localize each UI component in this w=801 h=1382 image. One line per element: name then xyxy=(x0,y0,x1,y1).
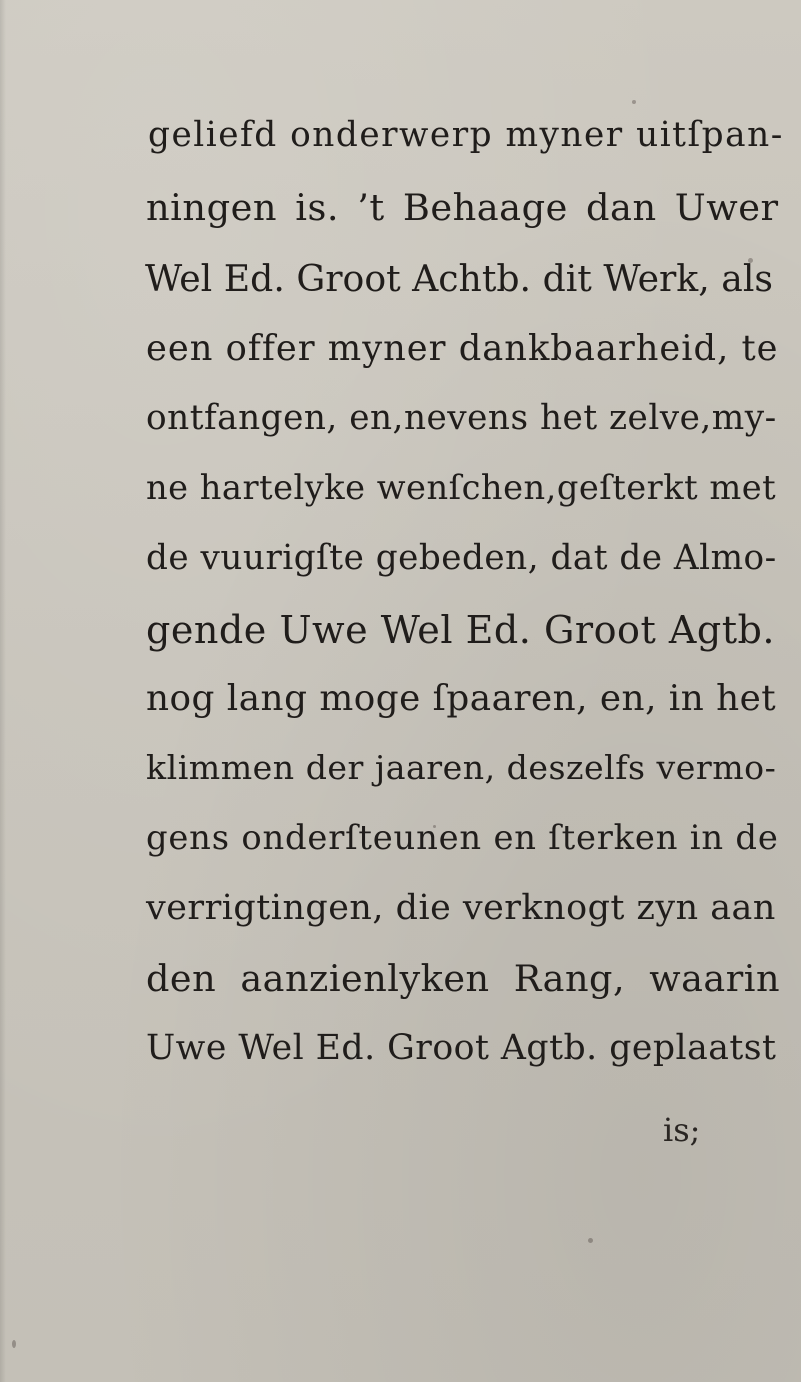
text-line: ningen is. ’t Behaage dan Uwer xyxy=(146,186,779,229)
text-line: de vuurigſte gebeden, dat de Almo- xyxy=(146,538,777,578)
text-line: ne hartelyke wenſchen,geſterkt met xyxy=(146,468,777,507)
text-line: den aanzienlyken Rang, waarin xyxy=(146,957,781,1000)
text-line: ontfangen, en,nevens het zelve,my- xyxy=(146,398,777,438)
text-line: Wel Ed. Groot Achtb. dit Werk, als xyxy=(145,257,773,300)
text-line: gens onderſteunen en ſterken in de xyxy=(146,818,779,857)
text-line: klimmen der jaaren, deszelfs vermo- xyxy=(146,748,777,787)
text-line: gende Uwe Wel Ed. Groot Agtb. xyxy=(146,608,776,652)
text-line: Uwe Wel Ed. Groot Agtb. geplaatst xyxy=(146,1028,777,1068)
catchword: is; xyxy=(663,1111,701,1149)
text-line: een offer myner dankbaarheid, te xyxy=(146,328,779,369)
text-line: verrigtingen, die verknogt zyn aan xyxy=(146,888,776,928)
text-line: nog lang moge ſpaaren, en, in het xyxy=(146,678,777,719)
text-line: geliefd onderwerp myner uitſpan- xyxy=(148,115,784,155)
